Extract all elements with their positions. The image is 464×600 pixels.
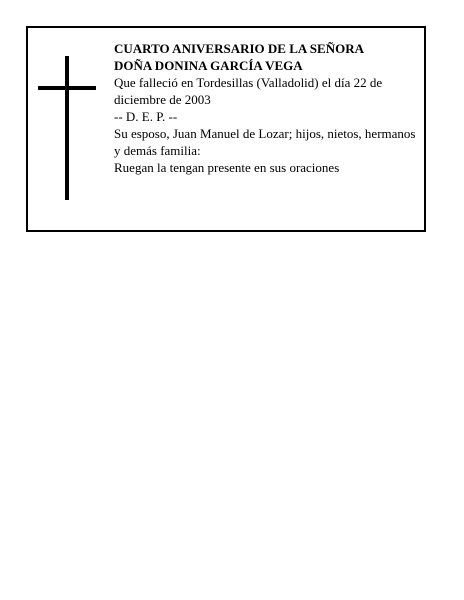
death-details: Que falleció en Tordesillas (Valladolid) el día 22 de diciembre de 2003 (114, 75, 383, 107)
rest-in-peace: -- D. E. P. -- (114, 109, 178, 124)
notice-text (114, 40, 416, 176)
prayer-request: Ruegan la tengan presente en sus oraciones (114, 160, 340, 175)
obituary-notice (26, 26, 426, 232)
cross-vertical-bar (65, 56, 69, 200)
cross-horizontal-bar (38, 86, 96, 90)
family-members: Su esposo, Juan Manuel de Lozar; hijos, nietos, hermanos y demás familia: (114, 126, 416, 158)
anniversary-title: CUARTO ANIVERSARIO DE LA SEÑORA (114, 41, 364, 56)
deceased-name: DOÑA DONINA GARCÍA VEGA (114, 58, 303, 73)
cross-icon (38, 56, 96, 200)
